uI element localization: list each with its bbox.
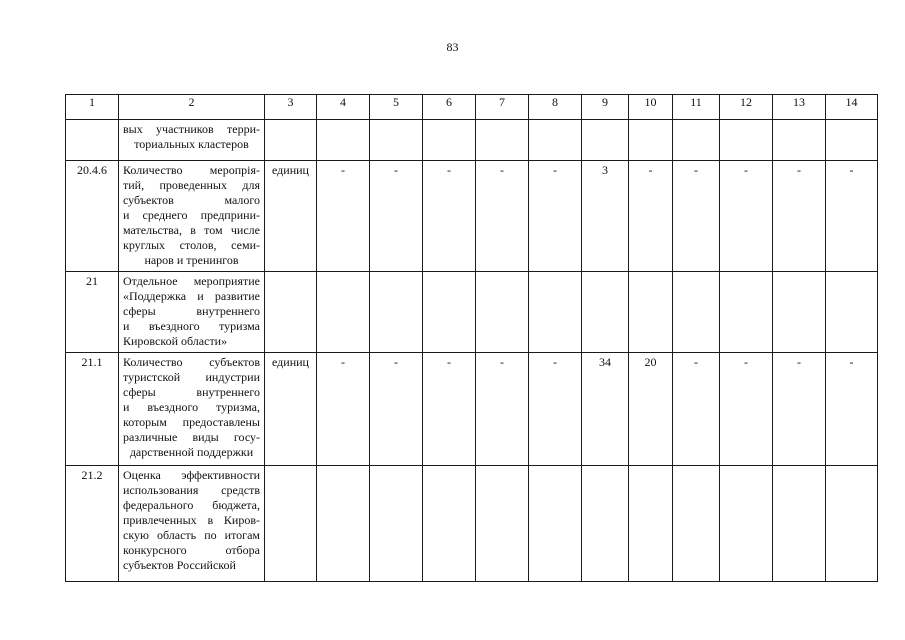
row-number-cell: 21.1 bbox=[66, 353, 119, 466]
column-header: 12 bbox=[720, 95, 773, 120]
indicator-name-line: ториальных кластеров bbox=[134, 137, 249, 151]
value-cell: - bbox=[529, 353, 582, 466]
value-cell bbox=[773, 272, 826, 353]
unit-cell bbox=[265, 466, 317, 582]
column-header: 8 bbox=[529, 95, 582, 120]
value-cell bbox=[773, 120, 826, 161]
value-cell bbox=[529, 272, 582, 353]
indicator-name-cell bbox=[119, 161, 265, 272]
indicator-name-cell bbox=[119, 466, 265, 582]
value-cell bbox=[720, 120, 773, 161]
indicator-name-line: «Поддержка и развитие bbox=[123, 289, 260, 303]
indicator-name-line: конкурсного отбора bbox=[123, 543, 260, 557]
column-header: 10 bbox=[629, 95, 673, 120]
indicator-name-line: наров и тренингов bbox=[144, 253, 239, 267]
value-cell: - bbox=[826, 161, 878, 272]
indicator-name-line: использования средств bbox=[123, 483, 260, 497]
table-row bbox=[66, 353, 878, 466]
row-number-cell bbox=[66, 120, 119, 161]
indicator-name-line: субъектов Российской bbox=[123, 558, 236, 572]
column-header: 6 bbox=[423, 95, 476, 120]
page-number: 83 bbox=[446, 40, 459, 54]
value-cell: - bbox=[476, 161, 529, 272]
value-cell: - bbox=[423, 161, 476, 272]
value-cell: - bbox=[773, 353, 826, 466]
value-cell: - bbox=[370, 353, 423, 466]
indicator-name-line: Оценка эффективности bbox=[123, 468, 260, 482]
value-cell bbox=[826, 466, 878, 582]
column-header: 11 bbox=[673, 95, 720, 120]
value-cell: - bbox=[529, 161, 582, 272]
value-cell: - bbox=[673, 161, 720, 272]
indicator-name-cell bbox=[119, 120, 265, 161]
value-cell: - bbox=[773, 161, 826, 272]
value-cell bbox=[826, 272, 878, 353]
value-cell bbox=[317, 466, 370, 582]
value-cell bbox=[673, 120, 720, 161]
indicator-name-line: туристской индустрии bbox=[123, 370, 260, 384]
indicator-name-line: и въездного туризма bbox=[123, 319, 260, 333]
row-number-cell: 21.2 bbox=[66, 466, 119, 582]
column-header: 13 bbox=[773, 95, 826, 120]
value-cell bbox=[629, 272, 673, 353]
indicator-name-line: и среднего предприни- bbox=[123, 208, 260, 222]
value-cell bbox=[629, 466, 673, 582]
value-cell bbox=[423, 272, 476, 353]
column-header: 4 bbox=[317, 95, 370, 120]
indicator-name-line: мательства, в том числе bbox=[123, 223, 260, 237]
value-cell bbox=[720, 466, 773, 582]
value-cell bbox=[629, 120, 673, 161]
value-cell: - bbox=[826, 353, 878, 466]
unit-cell: единиц bbox=[265, 161, 317, 272]
value-cell bbox=[370, 272, 423, 353]
indicator-table bbox=[65, 94, 878, 582]
value-cell bbox=[720, 272, 773, 353]
column-header: 14 bbox=[826, 95, 878, 120]
value-cell bbox=[773, 466, 826, 582]
value-cell: - bbox=[476, 353, 529, 466]
unit-cell bbox=[265, 272, 317, 353]
value-cell bbox=[529, 466, 582, 582]
value-cell bbox=[529, 120, 582, 161]
unit-cell bbox=[265, 120, 317, 161]
indicator-name-cell bbox=[119, 272, 265, 353]
value-cell bbox=[673, 272, 720, 353]
value-cell: - bbox=[317, 353, 370, 466]
row-number-cell: 21 bbox=[66, 272, 119, 353]
column-header: 5 bbox=[370, 95, 423, 120]
indicator-name-line: круглых столов, семи- bbox=[123, 238, 260, 252]
value-cell bbox=[476, 272, 529, 353]
value-cell bbox=[673, 466, 720, 582]
table-row bbox=[66, 161, 878, 272]
table-row bbox=[66, 120, 878, 161]
value-cell: 20 bbox=[629, 353, 673, 466]
value-cell: - bbox=[370, 161, 423, 272]
value-cell bbox=[476, 466, 529, 582]
value-cell: 34 bbox=[582, 353, 629, 466]
indicator-name-line: тий, проведенных для bbox=[123, 178, 260, 192]
value-cell: - bbox=[673, 353, 720, 466]
value-cell bbox=[317, 120, 370, 161]
value-cell: - bbox=[720, 161, 773, 272]
indicator-name-line: различные виды госу- bbox=[123, 430, 260, 444]
indicator-name-line: и въездного туризма, bbox=[123, 400, 260, 414]
column-header: 1 bbox=[66, 95, 119, 120]
indicator-name-line: вых участников терри- bbox=[123, 122, 260, 136]
indicator-name-line: Количество меропрія- bbox=[123, 163, 260, 177]
column-header: 3 bbox=[265, 95, 317, 120]
value-cell: - bbox=[720, 353, 773, 466]
table-row bbox=[66, 272, 878, 353]
value-cell bbox=[317, 272, 370, 353]
indicator-name-line: субъектов малого bbox=[123, 193, 260, 207]
value-cell bbox=[423, 466, 476, 582]
value-cell bbox=[582, 466, 629, 582]
table-row bbox=[66, 466, 878, 582]
header-row bbox=[66, 95, 878, 120]
value-cell bbox=[476, 120, 529, 161]
value-cell bbox=[423, 120, 476, 161]
value-cell: - bbox=[629, 161, 673, 272]
value-cell bbox=[370, 120, 423, 161]
indicator-name-line: федерального бюджета, bbox=[123, 498, 260, 512]
unit-cell: единиц bbox=[265, 353, 317, 466]
indicator-name-line: дарственной поддержки bbox=[129, 445, 254, 459]
indicator-name-line: привлеченных в Киров- bbox=[123, 513, 260, 527]
row-number-cell: 20.4.6 bbox=[66, 161, 119, 272]
indicator-name-line: сферы внутреннего bbox=[123, 385, 260, 399]
indicator-name-line: которым предоставлены bbox=[123, 415, 260, 429]
column-header: 2 bbox=[119, 95, 265, 120]
column-header: 7 bbox=[476, 95, 529, 120]
value-cell bbox=[582, 272, 629, 353]
value-cell: 3 bbox=[582, 161, 629, 272]
column-header: 9 bbox=[582, 95, 629, 120]
value-cell: - bbox=[423, 353, 476, 466]
value-cell bbox=[370, 466, 423, 582]
indicator-name-cell bbox=[119, 353, 265, 466]
value-cell bbox=[826, 120, 878, 161]
indicator-name-line: Отдельное мероприятие bbox=[123, 274, 260, 288]
value-cell: - bbox=[317, 161, 370, 272]
indicator-name-line: Кировской области» bbox=[123, 334, 228, 348]
indicator-name-line: Количество субъектов bbox=[123, 355, 260, 369]
indicator-name-line: сферы внутреннего bbox=[123, 304, 260, 318]
indicator-name-line: скую область по итогам bbox=[123, 528, 260, 542]
value-cell bbox=[582, 120, 629, 161]
